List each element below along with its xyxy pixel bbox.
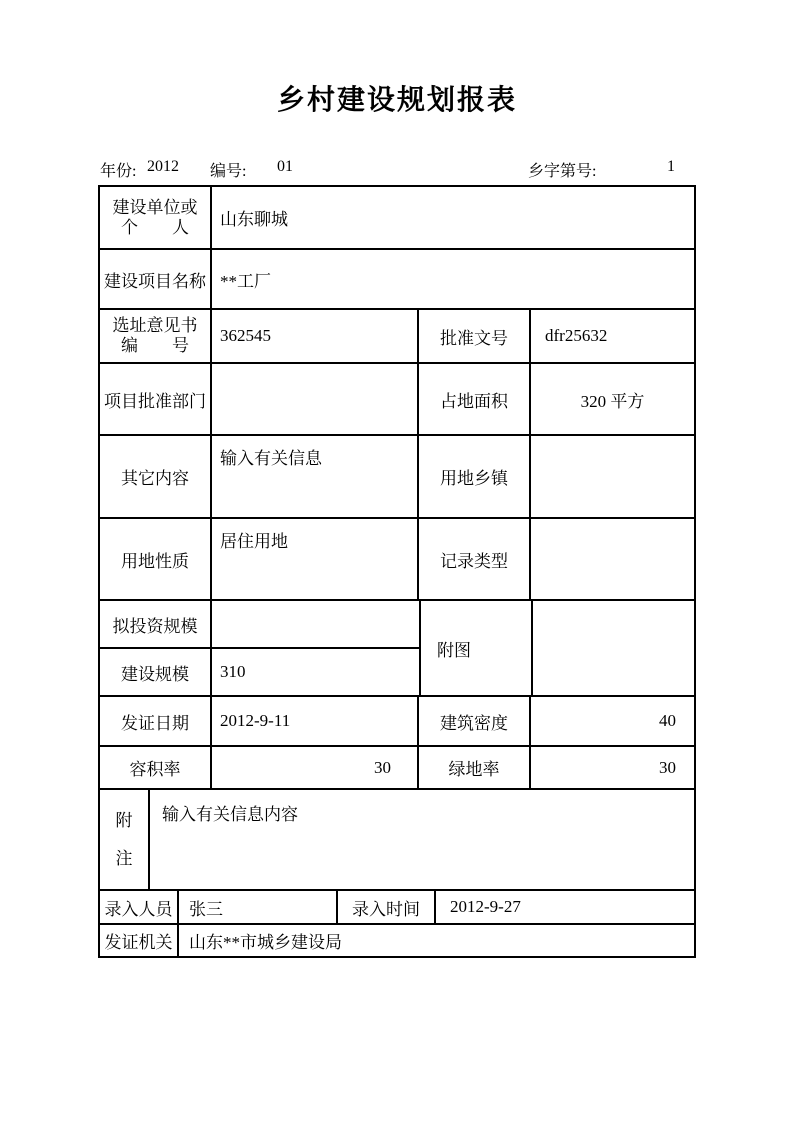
note-value: 输入有关信息内容	[162, 805, 298, 824]
attached-map-value	[533, 601, 694, 695]
land-area-label: 占地面积	[419, 364, 531, 434]
land-area-value: 320 平方	[580, 391, 645, 411]
row-invest-scale-map	[100, 601, 694, 697]
subrow-build-scale	[100, 649, 419, 695]
site-number-label: 选址意见书 编 号	[100, 310, 212, 362]
serial-label: 编号:	[210, 163, 247, 180]
row-ratios	[100, 747, 694, 790]
row-landuse-rectype	[100, 519, 694, 601]
row-note	[100, 790, 694, 891]
township-serial-value: 1	[667, 158, 675, 175]
green-rate-label: 绿地率	[419, 747, 531, 788]
build-scale-label: 建设规模	[100, 649, 212, 695]
building-density-label: 建筑密度	[419, 697, 531, 745]
record-type-value	[531, 519, 694, 599]
attached-map-label: 附图	[421, 601, 533, 695]
site-number-value: 362545	[212, 310, 419, 362]
approval-dept-value	[212, 364, 419, 434]
build-scale-value: 310	[220, 662, 246, 681]
row-issuedate-density	[100, 697, 694, 747]
row-unit	[100, 187, 694, 250]
project-value: **工厂	[220, 271, 271, 291]
row-entry	[100, 891, 694, 925]
invest-scale-group	[100, 601, 421, 695]
plot-ratio-value: 30	[212, 747, 419, 788]
investment-value	[212, 601, 419, 647]
issue-date-label: 发证日期	[100, 697, 212, 745]
year-label: 年份:	[100, 163, 137, 180]
project-label: 建设项目名称	[100, 250, 212, 308]
entry-person-value: 张三	[179, 891, 338, 923]
page-title: 乡村建设规划报表	[276, 85, 517, 116]
plot-ratio-label: 容积率	[100, 747, 212, 788]
entry-time-label: 录入时间	[338, 891, 436, 923]
land-use-value: 居住用地	[212, 519, 419, 599]
subrow-investment	[100, 601, 419, 649]
row-other-township	[100, 436, 694, 519]
row-issuer	[100, 925, 694, 956]
other-content-value: 输入有关信息	[212, 436, 419, 517]
entry-person-label: 录入人员	[100, 891, 179, 923]
other-content-label: 其它内容	[100, 436, 212, 517]
year-value: 2012	[147, 158, 179, 175]
row-site-approval	[100, 310, 694, 364]
investment-label: 拟投资规模	[100, 601, 212, 647]
land-township-label: 用地乡镇	[419, 436, 531, 517]
serial-value: 01	[277, 158, 293, 175]
land-township-value	[531, 436, 694, 517]
note-label: 附 注	[100, 790, 150, 889]
land-use-label: 用地性质	[100, 519, 212, 599]
unit-value: 山东聊城	[220, 210, 288, 229]
issuer-value: 山东**市城乡建设局	[189, 933, 342, 952]
approval-doc-value: dfr25632	[545, 326, 608, 345]
approval-doc-label: 批准文号	[419, 310, 531, 362]
township-serial-label: 乡字第号:	[528, 163, 597, 180]
issuer-label: 发证机关	[100, 925, 179, 956]
row-project	[100, 250, 694, 310]
report-table	[98, 185, 696, 958]
green-rate-value: 30	[659, 757, 676, 777]
record-type-label: 记录类型	[419, 519, 531, 599]
row-dept-area	[100, 364, 694, 436]
issue-date-value: 2012-9-11	[212, 697, 419, 745]
approval-dept-label: 项目批准部门	[100, 364, 212, 434]
entry-time-value: 2012-9-27	[450, 897, 521, 916]
building-density-value: 40	[659, 711, 676, 730]
unit-label: 建设单位或 个 人	[100, 187, 212, 248]
